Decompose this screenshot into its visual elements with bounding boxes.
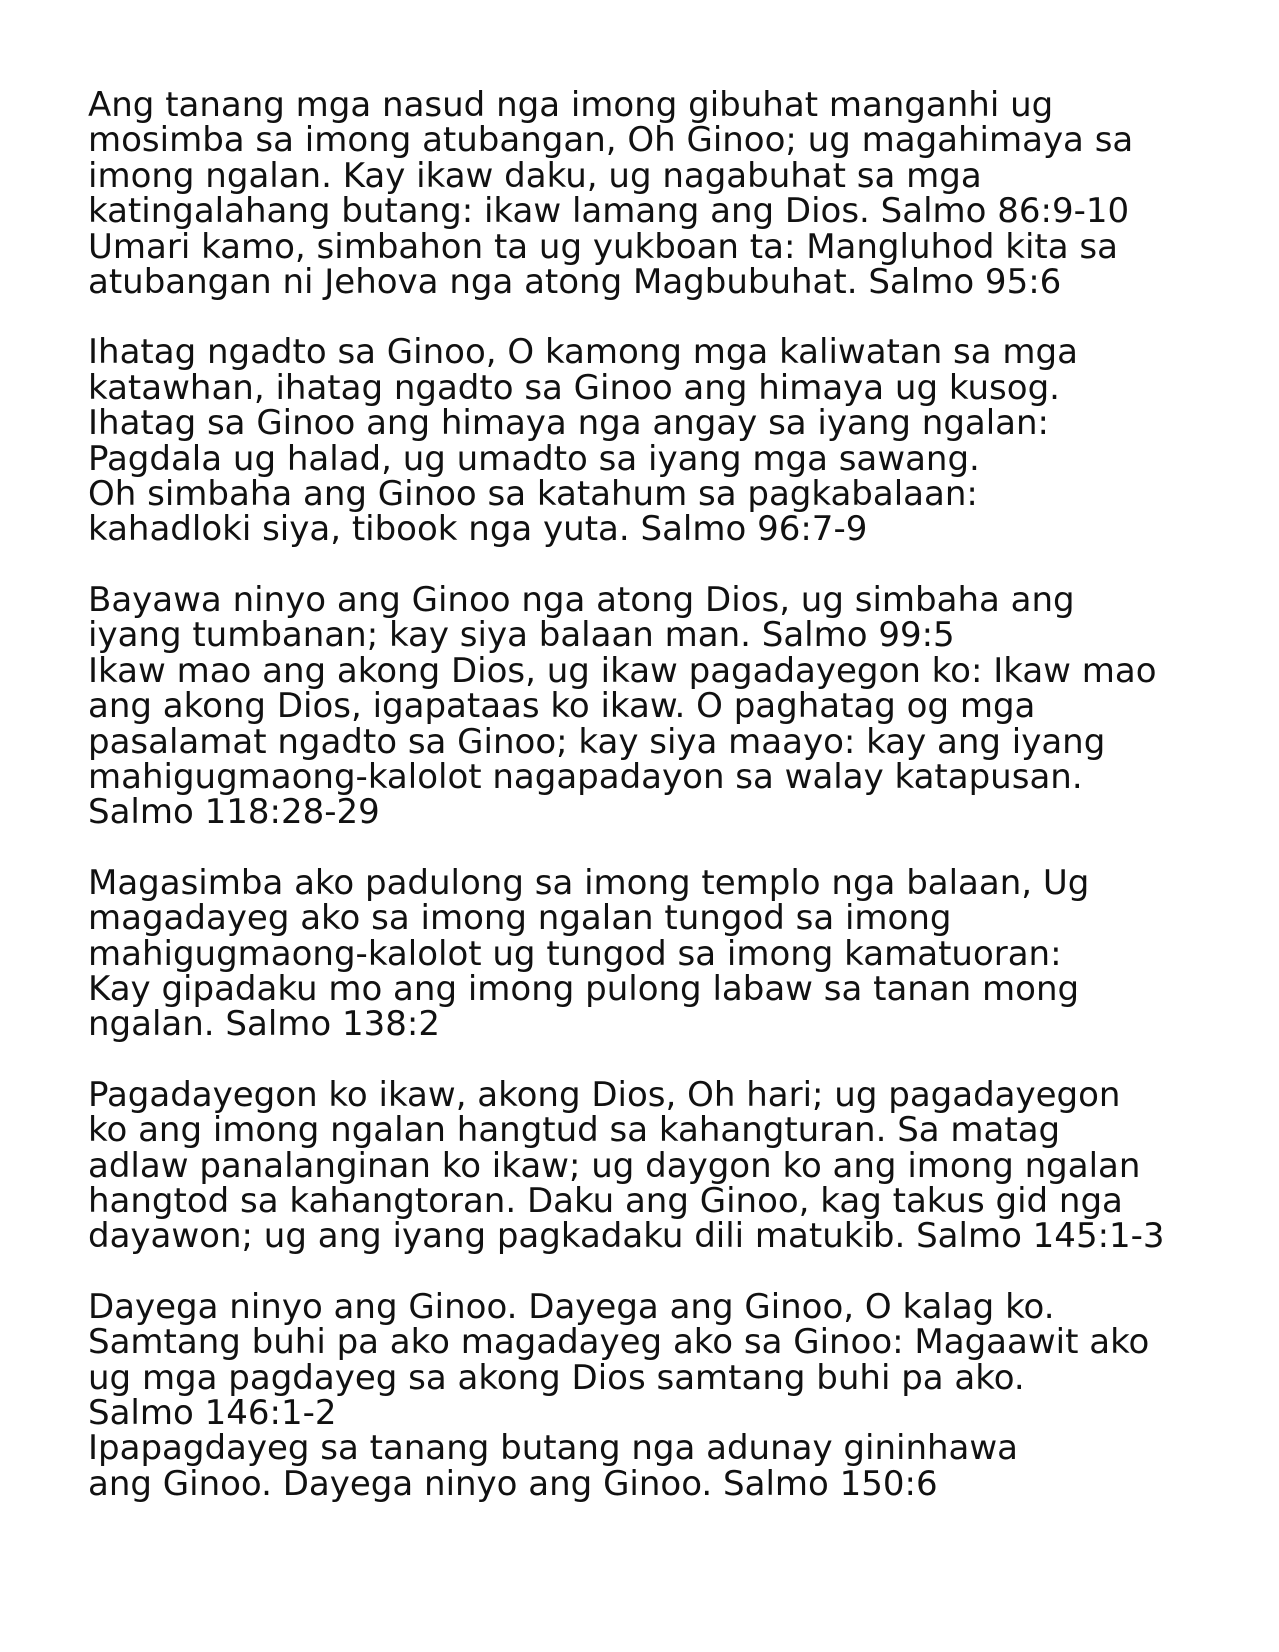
paragraph-5 — [88, 1074, 1268, 1257]
text-line: Ang tanang mga nasud nga imong gibuhat manganhi ug — [88, 85, 1054, 125]
scripture-text-block — [88, 85, 1268, 1537]
paragraph-4 — [88, 862, 1268, 1045]
paragraph-6 — [88, 1286, 1268, 1504]
text-line: Ipapagdayeg sa tanang butang nga adunay gininhawa — [88, 1428, 1019, 1469]
text-line: ko ang imong ngalan hangtud sa kahangturan. Sa matag — [88, 1110, 1061, 1151]
text-line: katawhan, ihatag ngadto sa Ginoo ang himaya ug kusog. — [88, 367, 1060, 408]
text-line: mahigugmaong-kalolot ug tungod sa imong kamatuoran: — [88, 933, 1062, 974]
text-line: dayawon; ug ang iyang pagkadaku dili matukib. Salmo 145:1-3 — [88, 1216, 1165, 1257]
text-line: ug mga pagdayeg sa akong Dios samtang buhi pa ako. — [88, 1357, 1025, 1398]
text-line: Pagdala ug halad, ug umadto sa iyang mga sawang. — [88, 438, 980, 479]
text-line: Kay gipadaku mo ang imong pulong labaw sa tanan mong — [88, 968, 1080, 1009]
text-line: magadayeg ako sa imong ngalan tungod sa imong — [88, 898, 952, 939]
text-line: mahigugmaong-kalolot nagapadayon sa walay katapusan. — [88, 756, 1083, 797]
text-line: kahadloki siya, tibook nga yuta. Salmo 96:7-9 — [88, 509, 868, 550]
paragraph-1 — [88, 85, 1268, 303]
text-line: katingalahang butang: ikaw lamang ang Dios. Salmo 86:9-10 — [88, 191, 1130, 232]
paragraph-2 — [88, 332, 1268, 550]
text-line: ang Ginoo. Dayega ninyo ang Ginoo. Salmo 150:6 — [88, 1463, 938, 1504]
text-line: iyang tumbanan; kay siya balaan man. Salmo 99:5 — [88, 615, 955, 656]
text-line: Bayawa ninyo ang Ginoo nga atong Dios, ug simbaha ang — [88, 579, 1075, 620]
text-line: atubangan ni Jehova nga atong Magbubuhat. Salmo 95:6 — [88, 262, 1062, 303]
paragraph-3 — [88, 579, 1268, 833]
text-line: adlaw panalanginan ko ikaw; ug daygon ko ang imong ngalan — [88, 1145, 1141, 1186]
text-line: ang akong Dios, igapataas ko ikaw. O paghatag og mga — [88, 686, 1036, 727]
text-line: imong ngalan. Kay ikaw daku, ug nagabuhat sa mga — [88, 155, 982, 196]
text-line: Ihatag ngadto sa Ginoo, O kamong mga kaliwatan sa mga — [88, 332, 1078, 373]
text-line: hangtod sa kahangtoran. Daku ang Ginoo, kag takus gid nga — [88, 1180, 1123, 1221]
text-line: Ihatag sa Ginoo ang himaya nga angay sa iyang ngalan: — [88, 403, 1050, 444]
text-line: Oh simbaha ang Ginoo sa katahum sa pagkabalaan: — [88, 474, 978, 515]
text-line: Umari kamo, simbahon ta ug yukboan ta: Mangluhod kita sa — [88, 226, 1118, 267]
text-line: pasalamat ngadto sa Ginoo; kay siya maayo: kay ang iyang — [88, 721, 1106, 762]
text-line: mosimba sa imong atubangan, Oh Ginoo; ug magahimaya sa — [88, 120, 1134, 161]
text-line: Pagadayegon ko ikaw, akong Dios, Oh hari; ug pagadayegon — [88, 1074, 1121, 1115]
text-line: Samtang buhi pa ako magadayeg ako sa Ginoo: Magaawit ako — [88, 1322, 1150, 1363]
text-line: Salmo 118:28-29 — [88, 792, 380, 833]
text-line: Salmo 146:1-2 — [88, 1393, 337, 1433]
text-line: ngalan. Salmo 138:2 — [88, 1004, 440, 1045]
text-line: Dayega ninyo ang Ginoo. Dayega ang Ginoo, O kalag ko. — [88, 1286, 1055, 1327]
text-line: Magasimba ako padulong sa imong templo nga balaan, Ug — [88, 862, 1090, 903]
text-line: Ikaw mao ang akong Dios, ug ikaw pagadayegon ko: Ikaw mao — [88, 650, 1157, 691]
